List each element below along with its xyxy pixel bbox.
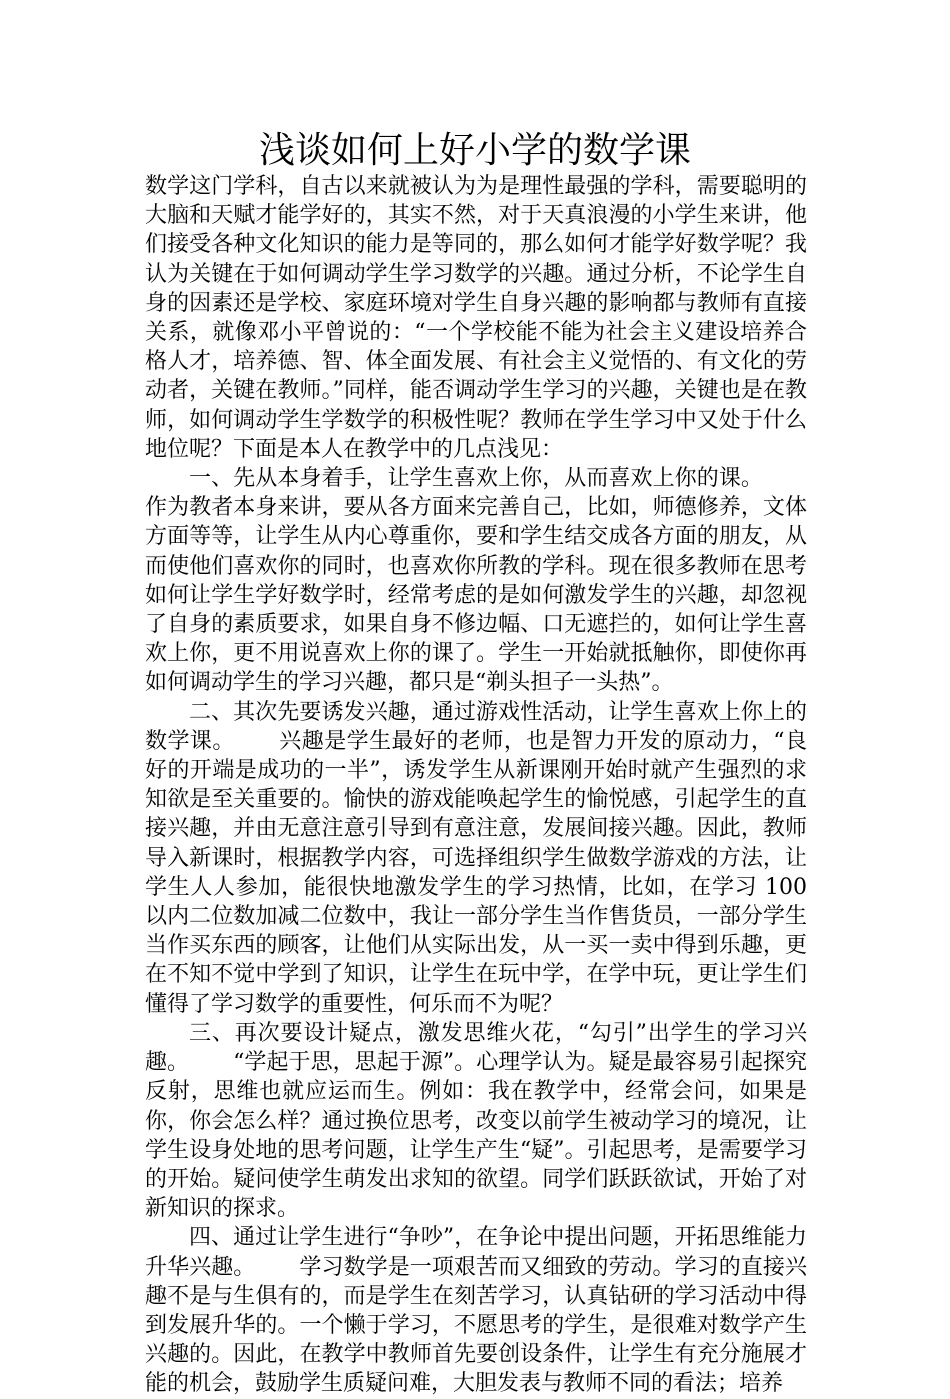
section-paragraph-3 [145, 1019, 807, 1223]
page-title: 浅谈如何上好小学的数学课 [258, 130, 691, 171]
intro-paragraph: 数学这门学科，自古以来就被认为为是理性最强的学科，需要聪明的大脑和天赋才能学好的，其实不然，对于天真浪漫的小学生来讲，他们接受各种文化知识的能力是等同的，那么如何才能学好数学呢？我认为关键在于如何调动学生学习数学的兴趣。通过分析，不论学生自身的因素还是学校、家庭环境对学生自身兴趣的影响都与教师有直接关系，就像邓小平曾说的：“一个学校能不能为社会主义建设培养合格人才，培养德、智、体全面发展、有社会主义觉悟的、有文化的劳动者，关键在教师。”同样，能否调动学生学习的兴趣，关键也是在教师，如何调动学生学数学的积极性呢？教师在学生学习中又处于什么地位呢？下面是本人在教学中的几点浅见： [145, 174, 807, 462]
section-text-3: “学起于思，思起于源”。心理学认为。疑是最容易引起探究反射，思维也就应运而生。例如：我在教学中，经常会问，如果是你，你会怎么样？通过换位思考，改变以前学生被动学习的境况，让学生设身处地的思考问题，让学生产生“疑”。引起思考，是需要学习的开始。疑问使学生萌发出求知的欲望。同学们跃跃欲试，开始了对新知识的探求。 [145, 1050, 807, 1222]
section-paragraph-2 [145, 698, 807, 1019]
section-heading-2: 二、其次先要诱发兴趣，通过游戏性活动，让学生喜欢上你上的数学课。 [145, 699, 807, 754]
section-text-4: 学习数学是一项艰苦而又细致的劳动。学习的直接兴趣不是与生俱有的，而是学生在刻苦学习，认真钻研的学习活动中得到发展升华的。一个懒于学习，不愿思考的学生，是很难对数学产生兴趣的。因此，在教学中教师首先要创设条件，让学生有充分施展才能的机会，鼓励学生质疑问难，大胆发表与教师不同的看法；培养 [145, 1254, 807, 1397]
section-heading-1: 一、先从本身着手，让学生喜欢上你，从而喜欢上你的课。 [189, 466, 763, 492]
section-text-1: 作为教者本身来讲，要从各方面来完善自己，比如，师德修养，文体方面等等，让学生从内心尊重你，要和学生结交成各方面的朋友，从而使他们喜欢你的同时，也喜欢你所教的学科。现在很多教师在思考如何让学生学好数学时，经常考虑的是如何激发学生的兴趣，却忽视了自身的素质要求，如果自身不修边幅、口无遮拦的，如何让学生喜欢上你，更不用说喜欢上你的课了。学生一开始就抵触你，即使你再如何调动学生的学习兴趣，都只是“剃头担子一头热”。 [145, 495, 807, 696]
section-text-2: 兴趣是学生最好的老师，也是智力开发的原动力，“良好的开端是成功的一半”，诱发学生从新课刚开始时就产生强烈的求知欲是至关重要的。愉快的游戏能唤起学生的愉悦感，引起学生的直接兴趣，并由无意注意引导到有意注意，发展间接兴趣。因此，教师导入新课时，根据教学内容，可选择组织学生做数学游戏的方法，让学生人人参加，能很快地激发学生的学习热情，比如，在学习 100 以内二位数加减二位数中，我让一部分学生当作售货员，一部分学生当作买东西的顾客，让他们从实际出发，从一买一卖中得到乐趣，更在不知不觉中学到了知识，让学生在玩中学，在学中玩，更让学生们懂得了学习数学的重要性，何乐而不为呢？ [145, 728, 807, 1017]
section-paragraph-1 [145, 464, 807, 698]
section-paragraph-4 [145, 1223, 807, 1398]
section-heading-4: 四、通过让学生进行“争吵”，在争论中提出问题，开拓思维能力升华兴趣。 [145, 1225, 807, 1280]
section-heading-3: 三、再次要设计疑点，激发思维火花，“勾引”出学生的学习兴趣。 [145, 1020, 807, 1076]
document-body [145, 172, 807, 1399]
